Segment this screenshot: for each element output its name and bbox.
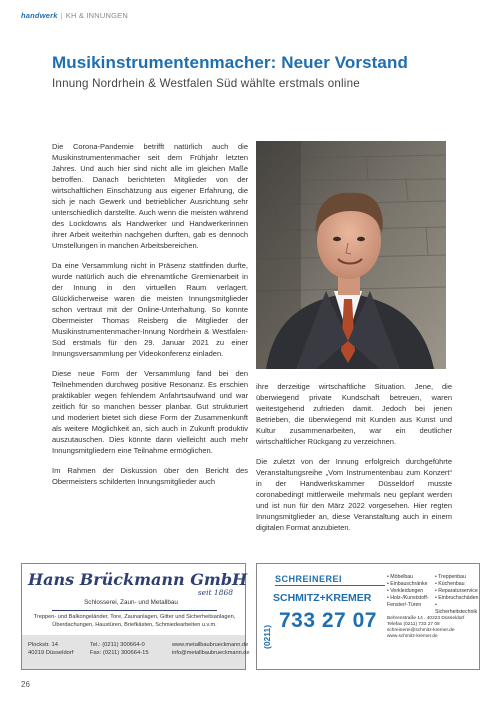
ad-schmitz-address: Behrenstraße 14 . 40223 Düsseldorf	[387, 616, 465, 621]
article-paragraph: Im Rahmen der Diskussion über den Bericht des Obermeisters schilderten Innungsmitglieder auch	[52, 466, 248, 486]
ad-website[interactable]: www.metallbaubrueckmann.de	[172, 642, 249, 648]
ad-company-name: Hans Brückmann GmbH	[28, 570, 248, 589]
ad-schmitz-phone: 733 27 07	[279, 609, 377, 632]
ad-divider	[52, 610, 217, 611]
ad-schmitz-email[interactable]: schreinerei@schmitz-kremer.de	[387, 628, 455, 633]
area-code-text: (0211)	[262, 624, 272, 649]
brand-label: handwerk	[21, 11, 58, 20]
advertisement-schmitz-kremer	[256, 563, 480, 670]
ad-email[interactable]: info@metallbaubrueckmann.de	[172, 650, 250, 656]
article-paragraph: Diese neue Form der Versammlung fand bei den Teilnehmenden durchweg positive Resonanz. Es erschien praktikabler wegen fehlendem Anfahrtsaufwand und war zeitlich für so manchen besser planbar. Gut strukturiert und moderiert bietet sich diese Form der Zusammenkunft als weitere Möglichkeit an, sich auch in Zukunft produktiv auszutauschen. Dies könnte dann vielleicht auch mehr Innungsmitgliedern eine Teilnahme ermöglichen.	[52, 369, 248, 455]
ad-title-underline	[275, 585, 385, 586]
article-paragraph: Die Corona-Pandemie betrifft natürlich auch die Musikinstrumentenmacher seit dem Frühjahr letzten Jahres. Und auch hier sind nicht alle im gleichen Maße betroffen. Danach berichteten Mitglieder von der wirtschaftlichen Einschätzung aus eigener Erfahrung, die sich je nach Gewerk und betrieblicher Ausrichtung sehr unterschiedlich darstellte. Auch wenn die meisten während des Lockdowns als Handwerker und Handwerkerinnen ihrer Arbeit weiterhin nachgehen durften, gab es dennoch Umstellungen in manchen Arbeitsbereichen.	[52, 142, 248, 250]
header-separator: |	[60, 11, 63, 20]
service-item: • Reparaturservice	[435, 588, 478, 594]
service-item: • Einbruchschäden	[435, 595, 479, 601]
ad-phone: Tel.: (0211) 300664-0	[90, 642, 145, 648]
section-header	[21, 11, 128, 20]
article-paragraph: Da eine Versammlung nicht in Präsenz stattfinden durfte, wurde natürlich auch die ehrenamtliche Gremienarbeit in der Innung in den virtuellen Raum verlagert. Glücklicherweise waren die meisten Innungsmitglieder schon vertraut mit der Online-Unterhaltung. So konnte Obermeister Thomas Reisberg die Mitglieder der Musikinstrumentenmacher-Innung Nordrhein & Westfalen-Süd erstmals für den 29. Januar 2021 zu einer Innungsversammlung per Videokonferenz einladen.	[52, 261, 248, 358]
ad-address-street: Plockstr. 14	[28, 642, 58, 648]
ad-tagline: Schlosserei, Zaun- und Metallbau	[84, 599, 178, 606]
service-item: • Einbauschränke	[387, 581, 428, 587]
ad-schmitz-fax: Telefax (0211) 733 27 08	[387, 622, 440, 627]
advertisement-brueckmann	[21, 563, 250, 670]
article-title: Musikinstrumentenmacher: Neuer Vorstand	[52, 53, 408, 72]
ad-services-right	[435, 574, 479, 616]
article-subtitle: Innung Nordrhein & Westfalen Süd wählte erstmals online	[52, 77, 360, 90]
portrait-illustration	[256, 141, 446, 369]
service-item: Fenster/-Türen	[387, 602, 422, 608]
area-code-vertical	[262, 599, 272, 651]
service-item: • Küchenbau	[435, 581, 465, 587]
article-paragraph: ihre derzeitige wirtschaftliche Situation. Jene, die überwiegend private Kundschaft betreuen, waren weitestgehend zufrieden damit. Jedoch bei jenen Betrieben, die überwiegend mit Kunden aus Kunst und Kultur zusammenarbeiten, war ein deutlicher wirtschaftlicher Rückgang zu verzeichnen.	[256, 382, 452, 446]
ad-services-left	[387, 574, 429, 609]
service-item: • Möbelbau	[387, 574, 414, 580]
article-column-right	[256, 381, 452, 542]
service-item: • Treppenbau	[435, 574, 466, 580]
service-item: • Sicherheitstechnik	[435, 602, 478, 615]
section-label: KH & INNUNGEN	[65, 11, 128, 20]
ad-description: Treppen- und Balkongeländer, Tore, Zaunanlagen, Gitter und Sicherheitsanlagen, Überdachungen, Haustüren, Briefkästen, Schmiedearbeiten u.v.m.	[33, 614, 236, 628]
ad-schmitz-contact	[387, 616, 477, 640]
ad-schmitz-website[interactable]: www.schmitz-kremer.de	[387, 634, 438, 639]
ad-address	[28, 641, 73, 657]
ad-schmitz-name: SCHMITZ+KREMER	[273, 592, 372, 604]
ad-address-city: 40219 Düsseldorf	[28, 650, 74, 656]
portrait-photo	[256, 141, 446, 369]
page-number: 26	[21, 680, 30, 689]
article-column-left	[52, 141, 248, 496]
ad-phone-block	[90, 641, 149, 657]
ad-web-block	[172, 641, 250, 657]
article-paragraph: Die zuletzt von der Innung erfolgreich durchgeführte Veranstaltungsreihe „Vom Instrumentenbau zum Konzert“ in der Handwerkskammer Düsseldorf musste coronabedingt mittlerweile mehrmals neu geplant werden und ist nun für den März 2022 vorgesehen. Hier regten Innungsmitglieder an, diese Veranstaltung auch in einem digitalen Format anzubieten.	[256, 457, 452, 532]
service-item: • Holz-/Kunststoff-	[387, 595, 429, 601]
service-item: • Verkleidungen	[387, 588, 424, 594]
ad-founded: seit 1868	[197, 588, 233, 597]
ad-fax: Fax: (0211) 300664-15	[90, 650, 149, 656]
ad-schreinerei-title: SCHREINEREI	[275, 574, 343, 584]
